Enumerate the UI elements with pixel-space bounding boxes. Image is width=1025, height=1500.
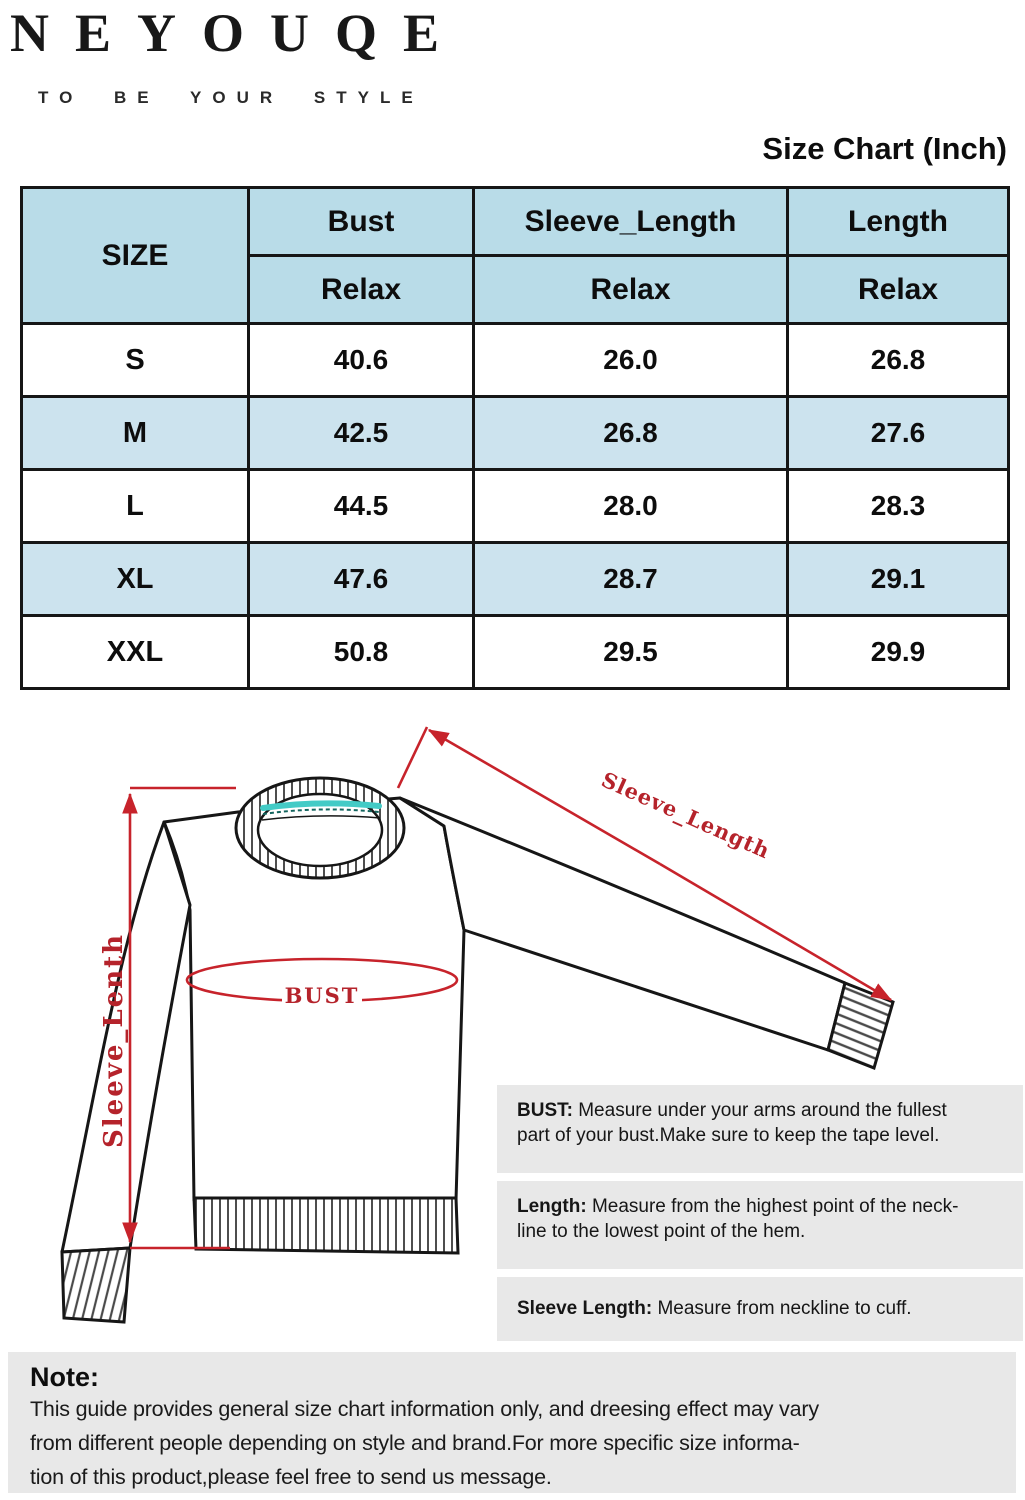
value-cell: 50.8 — [249, 616, 474, 689]
length-instruction-label: Length: — [517, 1196, 587, 1217]
table-row — [22, 324, 1009, 397]
header-length: Length — [788, 188, 1009, 256]
value-cell: 29.5 — [474, 616, 788, 689]
table-row — [22, 470, 1009, 543]
value-cell: 29.1 — [788, 543, 1009, 616]
value-cell: 28.7 — [474, 543, 788, 616]
size-cell: XL — [22, 543, 249, 616]
length-instruction-box — [497, 1181, 1023, 1269]
header-size: SIZE — [22, 188, 249, 324]
value-cell: 27.6 — [788, 397, 1009, 470]
note-text-line: This guide provides general size chart information only, and dreesing effect may vary — [30, 1397, 819, 1421]
table-row — [22, 543, 1009, 616]
table-row — [22, 397, 1009, 470]
size-cell: M — [22, 397, 249, 470]
chart-title: Size Chart (Inch) — [762, 131, 1007, 166]
size-cell: XXL — [22, 616, 249, 689]
subheader-relax: Relax — [474, 256, 788, 324]
value-cell: 40.6 — [249, 324, 474, 397]
value-cell: 26.0 — [474, 324, 788, 397]
value-cell: 28.0 — [474, 470, 788, 543]
note-text-line: tion of this product,please feel free to send us message. — [30, 1465, 552, 1489]
value-cell: 28.3 — [788, 470, 1009, 543]
size-cell: L — [22, 470, 249, 543]
subheader-relax: Relax — [788, 256, 1009, 324]
bust-label: BUST — [284, 983, 360, 1008]
value-cell: 44.5 — [249, 470, 474, 543]
bust-instruction-text: Measure under your arms around the fullest — [578, 1100, 947, 1121]
sleeve-length-instruction-text: Measure from neckline to cuff. — [657, 1298, 912, 1319]
size-cell: S — [22, 324, 249, 397]
brand-tagline: TO BE YOUR STYLE — [38, 88, 424, 107]
value-cell: 29.9 — [788, 616, 1009, 689]
bust-instruction-box — [497, 1085, 1023, 1173]
value-cell: 26.8 — [788, 324, 1009, 397]
measure-diagonal-connector — [398, 727, 427, 788]
size-chart-table — [20, 186, 1010, 690]
brand-logo: NEYOUQE — [10, 3, 466, 63]
length-instruction-text: Measure from the highest point of the neck- — [591, 1196, 959, 1217]
sleeve-length-diagonal-label: Sleeve_Length — [597, 766, 775, 864]
header-bust: Bust — [249, 188, 474, 256]
value-cell: 42.5 — [249, 397, 474, 470]
note-text-line: from different people depending on style and brand.For more specific size informa- — [30, 1431, 800, 1455]
sleeve-lenth-vertical-label: Sleeve_Lenth — [99, 932, 129, 1148]
bust-instruction-text: part of your bust.Make sure to keep the tape level. — [517, 1125, 940, 1146]
length-instruction-text: line to the lowest point of the hem. — [517, 1221, 806, 1242]
sleeve-length-instruction-label: Sleeve Length: — [517, 1298, 653, 1319]
bust-instruction-label: BUST: — [517, 1100, 573, 1121]
value-cell: 47.6 — [249, 543, 474, 616]
header-sleeve-length: Sleeve_Length — [474, 188, 788, 256]
note-box — [8, 1352, 1016, 1493]
sleeve-length-instruction-box — [497, 1277, 1023, 1341]
sweater-hem-rib — [194, 1198, 458, 1253]
value-cell: 26.8 — [474, 397, 788, 470]
sweater-right-sleeve — [400, 798, 845, 1050]
sweater-left-cuff — [62, 1248, 130, 1322]
table-row — [22, 616, 1009, 689]
subheader-relax: Relax — [249, 256, 474, 324]
note-heading: Note: — [30, 1362, 99, 1392]
